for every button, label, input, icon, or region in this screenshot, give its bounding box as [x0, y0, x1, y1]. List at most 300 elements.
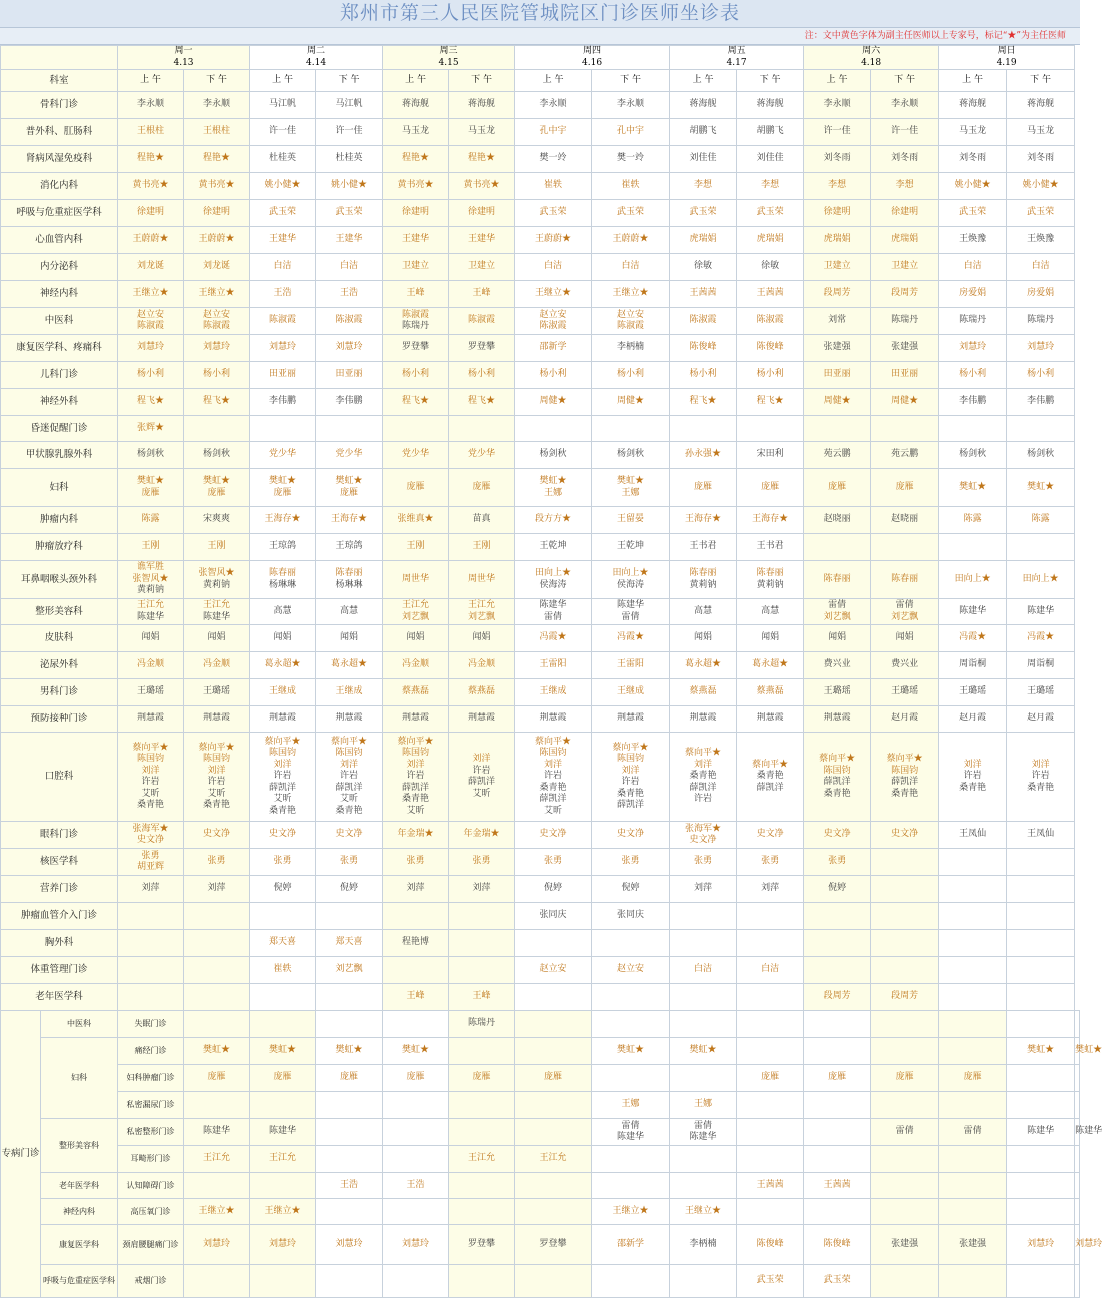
doctor-name: 樊虹★: [402, 1045, 430, 1056]
doctor-name: 蒋海舰: [756, 99, 784, 110]
doctor-name: 程飞★: [402, 396, 430, 407]
doctor-name: 蒋海舰: [402, 99, 430, 110]
doctor-name: 闻娟: [694, 632, 713, 643]
doctor-name: 张勇: [207, 856, 226, 867]
doctor-name: 武玉荣: [1027, 207, 1055, 218]
doctor-name: 姚小健★: [264, 180, 301, 191]
schedule-cell: [1007, 200, 1075, 227]
doctor-name: 张建强: [891, 342, 919, 353]
doctor-name: 张同庆: [617, 910, 645, 921]
schedule-cell: [737, 92, 804, 119]
schedule-cell: [804, 1146, 871, 1173]
schedule-cell: [871, 1119, 939, 1146]
schedule-cell: [449, 652, 515, 679]
schedule-cell: [449, 1265, 515, 1298]
schedule-cell: [383, 957, 449, 984]
doctor-name: 马玉龙: [468, 126, 496, 137]
schedule-cell: [871, 903, 939, 930]
doctor-name: 李永顺: [617, 99, 645, 110]
schedule-cell: [250, 1173, 316, 1199]
schedule-cell: [250, 1092, 316, 1119]
doctor-name: 蔡向平★: [685, 748, 722, 759]
schedule-cell: [250, 308, 316, 335]
doctor-name: 荆慧霞: [617, 713, 645, 724]
doctor-name: 房爱娟: [959, 288, 987, 299]
schedule-cell: [383, 984, 449, 1011]
doctor-name: 雷倩: [963, 1126, 982, 1137]
doctor-name: 马玉龙: [959, 126, 987, 137]
schedule-cell: [1075, 1265, 1080, 1298]
schedule-cell: [939, 1146, 1007, 1173]
table-row: [1, 534, 1080, 561]
dept-name: 核医学科: [1, 849, 118, 876]
schedule-cell: [383, 362, 449, 389]
doctor-name: 庞雁: [273, 1072, 292, 1083]
dept-column-header: 科室: [1, 70, 118, 92]
schedule-cell: [939, 335, 1007, 362]
schedule-cell: [1007, 876, 1075, 903]
doctor-name: 侯海涛: [539, 579, 567, 590]
special-clinic-row: [1, 1011, 1080, 1038]
schedule-cell: [670, 706, 737, 733]
doctor-name: 黄莉钠: [203, 579, 231, 590]
schedule-cell: [592, 507, 670, 534]
schedule-cell: [804, 652, 871, 679]
schedule-cell: [670, 254, 737, 281]
doctor-name: 赵立安: [539, 964, 567, 975]
schedule-cell: [383, 146, 449, 173]
doctor-name: 高慧: [694, 605, 713, 616]
doctor-name: 刘慧玲: [1027, 1238, 1055, 1249]
doctor-name: 张勇: [273, 856, 292, 867]
schedule-cell: [804, 416, 871, 442]
special-dept: 妇科: [41, 1038, 118, 1119]
doctor-name: 蔡燕磊: [402, 686, 430, 697]
doctor-name: 王娜: [621, 1099, 640, 1110]
schedule-cell: [737, 227, 804, 254]
doctor-name: 赵立安: [539, 309, 567, 320]
doctor-name: 刘佳佳: [756, 153, 784, 164]
doctor-name: 田向上★: [954, 573, 991, 584]
doctor-name: 高慧: [273, 605, 292, 616]
schedule-cell: [383, 1092, 449, 1119]
schedule-cell: [250, 733, 316, 822]
doctor-name: 庞雁: [141, 487, 160, 498]
schedule-cell: [804, 957, 871, 984]
schedule-cell: [1007, 1199, 1075, 1225]
schedule-cell: [871, 706, 939, 733]
schedule-cell: [1007, 119, 1075, 146]
doctor-name: 王海存★: [685, 514, 722, 525]
schedule-cell: [670, 92, 737, 119]
schedule-cell: [316, 599, 383, 625]
schedule-cell: [118, 442, 184, 469]
schedule-cell: [383, 1011, 449, 1038]
schedule-cell: [250, 254, 316, 281]
schedule-cell: [316, 1119, 383, 1146]
doctor-name: 王继成: [617, 686, 645, 697]
special-clinic-row: [1, 1265, 1080, 1298]
schedule-cell: [1007, 507, 1075, 534]
doctor-name: 杨小利: [136, 369, 164, 380]
schedule-cell: [939, 254, 1007, 281]
doctor-name: 杨小利: [539, 369, 567, 380]
doctor-name: 冯霞★: [959, 632, 987, 643]
doctor-name: 马玉龙: [402, 126, 430, 137]
dept-name: 耳鼻咽喉头颈外科: [1, 561, 118, 599]
doctor-name: 薛凯洋: [823, 777, 851, 787]
schedule-cell: [592, 1038, 670, 1065]
doctor-name: 王刚: [141, 541, 160, 552]
doctor-name: 田亚丽: [269, 369, 297, 380]
doctor-name: 闻娟: [340, 632, 359, 643]
dept-name: 骨科门诊: [1, 92, 118, 119]
schedule-cell: [118, 173, 184, 200]
schedule-cell: [737, 442, 804, 469]
schedule-cell: [383, 849, 449, 876]
doctor-name: 刘洋: [1031, 759, 1050, 770]
doctor-name: 孔中宇: [617, 126, 645, 137]
doctor-name: 庞雁: [828, 1072, 847, 1083]
doctor-name: 陈国钧: [823, 765, 851, 776]
schedule-cell: [670, 1146, 737, 1173]
schedule-cell: [939, 281, 1007, 308]
doctor-name: 刘艺飘: [335, 964, 363, 975]
schedule-cell: [118, 625, 184, 652]
schedule-cell: [1007, 416, 1075, 442]
schedule-cell: [184, 507, 250, 534]
dept-name: 眼科门诊: [1, 822, 118, 849]
schedule-cell: [515, 227, 592, 254]
table-row: [1, 173, 1080, 200]
schedule-cell: [316, 389, 383, 416]
table-row: [1, 849, 1080, 876]
schedule-cell: [118, 281, 184, 308]
doctor-name: 王焕豫: [959, 234, 987, 245]
doctor-name: 桑青艳: [402, 794, 430, 805]
schedule-cell: [316, 679, 383, 706]
doctor-name: 白洁: [621, 261, 640, 272]
schedule-cell: [449, 679, 515, 706]
doctor-name: 杨剑秋: [959, 449, 987, 460]
doctor-name: 陈春丽: [269, 568, 297, 578]
schedule-cell: [670, 227, 737, 254]
doctor-name: 胡鹏飞: [756, 126, 784, 137]
doctor-name: 王书君: [689, 541, 717, 552]
doctor-name: 王娜: [544, 487, 563, 498]
schedule-cell: [1075, 1146, 1080, 1173]
doctor-name: 张勇: [406, 856, 425, 867]
schedule-cell: [592, 308, 670, 335]
schedule-cell: [737, 173, 804, 200]
schedule-cell: [939, 1225, 1007, 1265]
doctor-name: 王继立★: [535, 288, 572, 299]
schedule-cell: [250, 930, 316, 957]
doctor-name: 王继立★: [685, 1205, 722, 1216]
schedule-cell: [804, 706, 871, 733]
table-row: [1, 416, 1080, 442]
schedule-cell: [316, 876, 383, 903]
schedule-cell: [737, 822, 804, 849]
doctor-name: 白洁: [694, 964, 713, 975]
doctor-name: 薛凯洋: [335, 782, 363, 793]
doctor-name: 刘萍: [207, 883, 226, 894]
table-row: [1, 599, 1080, 625]
am-header: 上 午: [939, 70, 1007, 92]
schedule-cell: [670, 1173, 737, 1199]
schedule-cell: [383, 1119, 449, 1146]
doctor-name: 樊虹★: [269, 1045, 297, 1056]
doctor-name: 艾昕: [406, 805, 425, 816]
doctor-name: 史文净: [891, 829, 919, 840]
schedule-cell: [1075, 1119, 1102, 1146]
doctor-name: 陈春丽: [756, 568, 784, 578]
dept-name: 呼吸与危重症医学科: [1, 200, 118, 227]
doctor-name: 荆慧霞: [468, 713, 496, 724]
schedule-cell: [1007, 281, 1075, 308]
doctor-name: 陈建华: [1027, 1126, 1055, 1137]
doctor-name: 桑青艳: [689, 771, 717, 782]
schedule-cell: [871, 652, 939, 679]
schedule-cell: [737, 1173, 804, 1199]
schedule-cell: [670, 281, 737, 308]
doctor-name: 刘龙诞: [203, 261, 231, 272]
doctor-name: 陈俊峰: [756, 342, 784, 353]
day-header: [250, 46, 383, 70]
doctor-name: 孔中宇: [539, 126, 567, 137]
doctor-name: 刘洋: [694, 759, 713, 770]
schedule-cell: [118, 876, 184, 903]
doctor-name: 张海军★: [685, 823, 722, 834]
doctor-name: 杨剑秋: [203, 449, 231, 460]
doctor-name: 刘慧玲: [335, 1238, 363, 1249]
schedule-cell: [871, 92, 939, 119]
doctor-name: 葛永超★: [752, 659, 789, 670]
doctor-name: 周健★: [891, 396, 919, 407]
doctor-name: 刘洋: [406, 759, 425, 770]
doctor-name: 王雷阳: [617, 659, 645, 670]
schedule-cell: [383, 119, 449, 146]
schedule-cell: [592, 416, 670, 442]
doctor-name: 刘洋: [963, 759, 982, 770]
schedule-cell: [184, 362, 250, 389]
doctor-name: 段周芳: [823, 288, 851, 299]
doctor-name: 艾昕: [273, 794, 292, 805]
table-row: [1, 876, 1080, 903]
am-header: 上 午: [250, 70, 316, 92]
doctor-name: 陈建华: [617, 1132, 645, 1142]
schedule-cell: [184, 227, 250, 254]
schedule-cell: [383, 1225, 449, 1265]
schedule-cell: [804, 625, 871, 652]
schedule-cell: [515, 362, 592, 389]
schedule-cell: [184, 599, 250, 625]
schedule-cell: [1007, 822, 1075, 849]
schedule-cell: [939, 308, 1007, 335]
schedule-cell: [939, 534, 1007, 561]
schedule-cell: [804, 1265, 871, 1298]
doctor-name: 刘慧玲: [402, 1238, 430, 1249]
doctor-name: 赵月霞: [959, 713, 987, 724]
schedule-cell: [515, 984, 592, 1011]
schedule-cell: [383, 930, 449, 957]
doctor-name: 宋爽爽: [203, 514, 231, 525]
schedule-cell: [316, 984, 383, 1011]
dept-name: 普外科、肛肠科: [1, 119, 118, 146]
doctor-name: 樊一竛: [539, 153, 567, 164]
schedule-cell: [592, 362, 670, 389]
schedule-cell: [316, 227, 383, 254]
doctor-name: 艾昕: [340, 794, 359, 805]
schedule-cell: [449, 1038, 515, 1065]
doctor-name: 陈淑霞: [402, 309, 430, 320]
schedule-cell: [871, 146, 939, 173]
doctor-name: 王娜: [621, 487, 640, 498]
doctor-name: 李永顺: [823, 99, 851, 110]
schedule-cell: [1007, 930, 1075, 957]
doctor-name: 陈建华: [1027, 605, 1055, 616]
schedule-cell: [871, 625, 939, 652]
doctor-name: 许岩: [621, 777, 640, 787]
schedule-cell: [1007, 469, 1075, 507]
doctor-name: 桑青艳: [891, 788, 919, 799]
schedule-cell: [184, 706, 250, 733]
doctor-name: 赵月霞: [1027, 713, 1055, 724]
doctor-name: 李伟鹏: [335, 396, 363, 407]
dept-name: 神经内科: [1, 281, 118, 308]
weekday-label: 周一: [174, 46, 193, 56]
doctor-name: 虎瑞娟: [823, 234, 851, 245]
doctor-name: 桑青艳: [136, 800, 164, 810]
doctor-name: 王刚: [406, 541, 425, 552]
day-header: [804, 46, 939, 70]
doctor-name: 王琼鸽: [335, 541, 363, 552]
doctor-name: 蔡向平★: [819, 754, 856, 764]
doctor-name: 赵晓丽: [891, 514, 919, 525]
doctor-name: 陈淑霞: [617, 321, 645, 331]
dept-name: 昏迷促醒门诊: [1, 416, 118, 442]
weekday-label: 周四: [583, 46, 602, 56]
doctor-name: 樊一竛: [617, 153, 645, 164]
doctor-name: 桑青艳: [823, 788, 851, 799]
doctor-name: 徐敏: [694, 261, 713, 272]
doctor-name: 张建强: [959, 1238, 987, 1249]
schedule-cell: [871, 599, 939, 625]
schedule-cell: [449, 876, 515, 903]
schedule-cell: [250, 876, 316, 903]
doctor-name: 薛凯洋: [539, 794, 567, 805]
schedule-cell: [250, 362, 316, 389]
schedule-cell: [1007, 534, 1075, 561]
schedule-cell: [1007, 1065, 1075, 1092]
schedule-cell: [184, 389, 250, 416]
doctor-name: 许岩: [1031, 771, 1050, 782]
schedule-cell: [871, 1011, 939, 1038]
schedule-cell: [383, 173, 449, 200]
doctor-name: 张智风★: [198, 568, 235, 578]
schedule-cell: [383, 1265, 449, 1298]
schedule-cell: [592, 822, 670, 849]
schedule-cell: [939, 652, 1007, 679]
doctor-name: 史文净: [539, 829, 567, 840]
doctor-name: 陈淑霞: [468, 315, 496, 326]
doctor-name: 史文净: [756, 829, 784, 840]
schedule-cell: [871, 534, 939, 561]
pm-header: 下 午: [316, 70, 383, 92]
schedule-cell: [871, 930, 939, 957]
table-row: [1, 227, 1080, 254]
table-row: [1, 146, 1080, 173]
schedule-cell: [515, 534, 592, 561]
schedule-cell: [939, 849, 1007, 876]
schedule-cell: [184, 903, 250, 930]
doctor-name: 胡鹏飞: [689, 126, 717, 137]
schedule-cell: [871, 1146, 939, 1173]
schedule-cell: [515, 173, 592, 200]
special-clinic-row: [1, 1065, 1080, 1092]
schedule-cell: [316, 1092, 383, 1119]
schedule-cell: [383, 1199, 449, 1225]
doctor-name: 樊虹★: [335, 476, 363, 486]
special-clinic-name: 认知障碍门诊: [118, 1173, 184, 1199]
schedule-cell: [939, 984, 1007, 1011]
schedule-cell: [1007, 903, 1075, 930]
schedule-cell: [316, 173, 383, 200]
table-row: [1, 254, 1080, 281]
schedule-cell: [316, 625, 383, 652]
doctor-name: 田向上★: [535, 568, 572, 578]
schedule-cell: [670, 984, 737, 1011]
doctor-name: 桑青艳: [959, 782, 987, 793]
schedule-cell: [449, 1119, 515, 1146]
doctor-name: 武玉荣: [959, 207, 987, 218]
schedule-cell: [871, 389, 939, 416]
schedule-cell: [316, 1038, 383, 1065]
schedule-cell: [670, 876, 737, 903]
doctor-name: 周健★: [617, 396, 645, 407]
schedule-cell: [316, 561, 383, 599]
pm-header: 下 午: [1007, 70, 1075, 92]
schedule-cell: [383, 254, 449, 281]
schedule-cell: [515, 1038, 592, 1065]
schedule-cell: [939, 146, 1007, 173]
schedule-cell: [250, 335, 316, 362]
schedule-cell: [383, 1173, 449, 1199]
doctor-name: 费兴业: [891, 659, 919, 670]
doctor-name: 庞雁: [694, 481, 713, 492]
doctor-name: 王继成: [269, 686, 297, 697]
schedule-cell: [449, 308, 515, 335]
doctor-name: 荆慧霞: [335, 713, 363, 724]
schedule-cell: [670, 416, 737, 442]
schedule-cell: [737, 254, 804, 281]
schedule-cell: [804, 1225, 871, 1265]
table-row: [1, 442, 1080, 469]
doctor-name: 王雷阳: [539, 659, 567, 670]
schedule-cell: [449, 599, 515, 625]
schedule-cell: [316, 822, 383, 849]
schedule-cell: [939, 706, 1007, 733]
dept-name: 胸外科: [1, 930, 118, 957]
schedule-cell: [118, 903, 184, 930]
doctor-name: 蔡向平★: [397, 736, 434, 747]
schedule-cell: [449, 625, 515, 652]
schedule-cell: [449, 1011, 515, 1038]
schedule-cell: [1007, 849, 1075, 876]
doctor-name: 陈春丽: [689, 568, 717, 578]
schedule-cell: [184, 957, 250, 984]
doctor-name: 杨剑秋: [617, 449, 645, 460]
